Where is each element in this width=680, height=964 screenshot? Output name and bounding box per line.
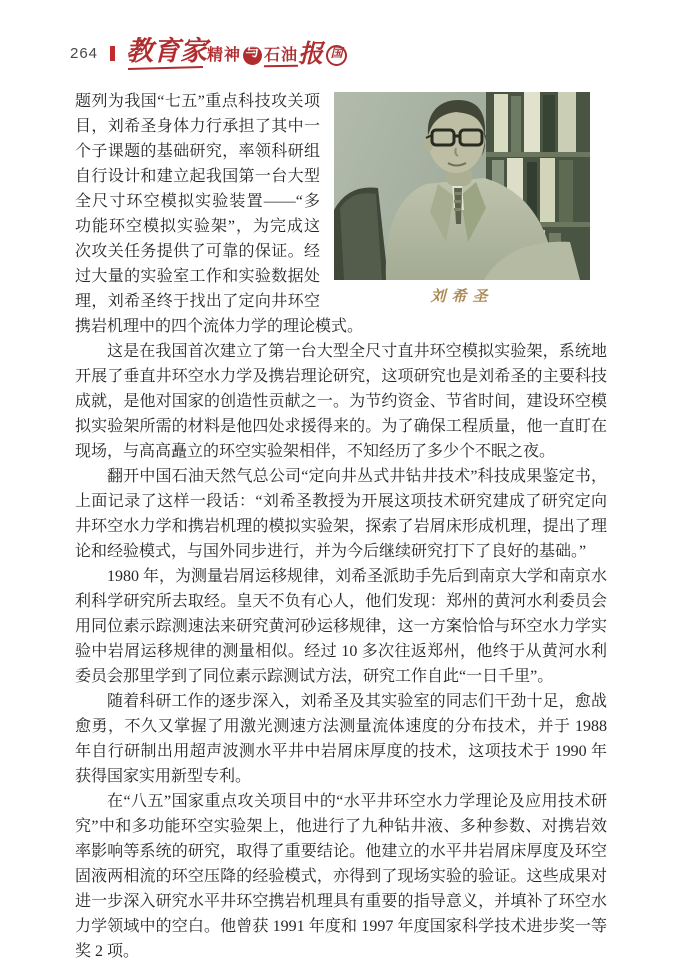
portrait-photo (334, 92, 590, 280)
body-paragraph-5: 随着科研工作的逐步深入，刘希圣及其实验室的同志们干劲十足，愈战愈勇，不久又掌握了用激光测速方法测量流体速度的分布技术，并于 1988 年自行研制出用超声波测水平井中岩屑床厚度的技术，这项技术于 1990 年获得国家实用新型专利。 (75, 693, 607, 785)
portrait-figure (334, 92, 590, 310)
photo-caption: 刘希圣 (430, 289, 494, 305)
body-paragraph-1: 题列为我国“七五”重点科技攻关项目，刘希圣身体力行承担了其中一个子课题的基础研究，率领科研组自行设计和建立起我国第一台大型全尺寸环空模拟实验装置——“多功能环空模拟实验架”，为完成这次攻关任务提供了可靠的保证。经过大量的实验室工作和实验数据处理，刘希圣终于找出了定向井环空携岩机理中的四个流体力学的理论模式。 (75, 93, 364, 335)
page-header (70, 34, 347, 72)
logo-circle-country-icon: 国 (326, 45, 347, 66)
logo-text-spirit: 精神 (207, 46, 242, 64)
page-number: 264 (70, 44, 99, 62)
logo-text-petroleum: 石油 (264, 48, 298, 69)
logo-text-serve: 报 (298, 40, 324, 68)
article-body (75, 89, 607, 964)
body-paragraph-6: 在“八五”国家重点攻关项目中的“水平井环空水力学理论及应用技术研究”中和多功能环空实验架上，他进行了九种钻井液、多种参数、对携岩效率影响等系统的研究，取得了重要结论。他建立的水平井岩屑床厚度及环空固液两相流的环空压降的经验模式，亦得到了现场实验的验证。这些成果对进一步深入研究水平井环空携岩机理具有重要的指导意义，并填补了环空水力学领域中的空白。他曾获 1991 年度和 1997 年度国家科学技术进步奖一等奖 2 项。 (75, 793, 607, 960)
body-paragraph-4: 1980 年，为测量岩屑运移规律，刘希圣派助手先后到南京大学和南京水利科学研究所去取经。皇天不负有心人，他们发现：郑州的黄河水利委员会用同位素示踪测速法来研究黄河砂运移规律，这一方案恰恰与环空水力学实验中岩屑运移规律的测量相似。经过 10 多次往返郑州，他终于从黄河水利委员会那里学到了同位素示踪测试方法，研究工作自此“一日千里”。 (75, 568, 608, 685)
logo-circle-and-icon: 与 (243, 46, 262, 65)
body-paragraph-3: 翻开中国石油天然气总公司“定向井丛式井钻井技术”科技成果鉴定书，上面记录了这样一段话：“刘希圣教授为开展这项技术研究建成了研究定向井环空水力学和携岩机理的模拟实验架，探索了岩屑床形成机理，提出了理论和经验模式，与国外同步进行，并为今后继续研究打下了良好的基础。” (75, 468, 607, 560)
logo-text-educator: 教育家 (126, 38, 207, 69)
header-divider-bar (110, 46, 115, 61)
book-title-logo (126, 35, 347, 69)
body-paragraph-2: 这是在我国首次建立了第一台大型全尺寸直井环空模拟实验架，系统地开展了垂直井环空水力学及携岩理论研究，这项研究也是刘希圣的主要科技成就，是他对国家的创造性贡献之一。为节约资金、节省时间，建设环空模拟实验架所需的材料是他四处求援得来的。为了确保工程质量，他一直盯在现场，与高高矗立的环空实验架相伴，不知经历了多少个不眠之夜。 (75, 343, 607, 460)
